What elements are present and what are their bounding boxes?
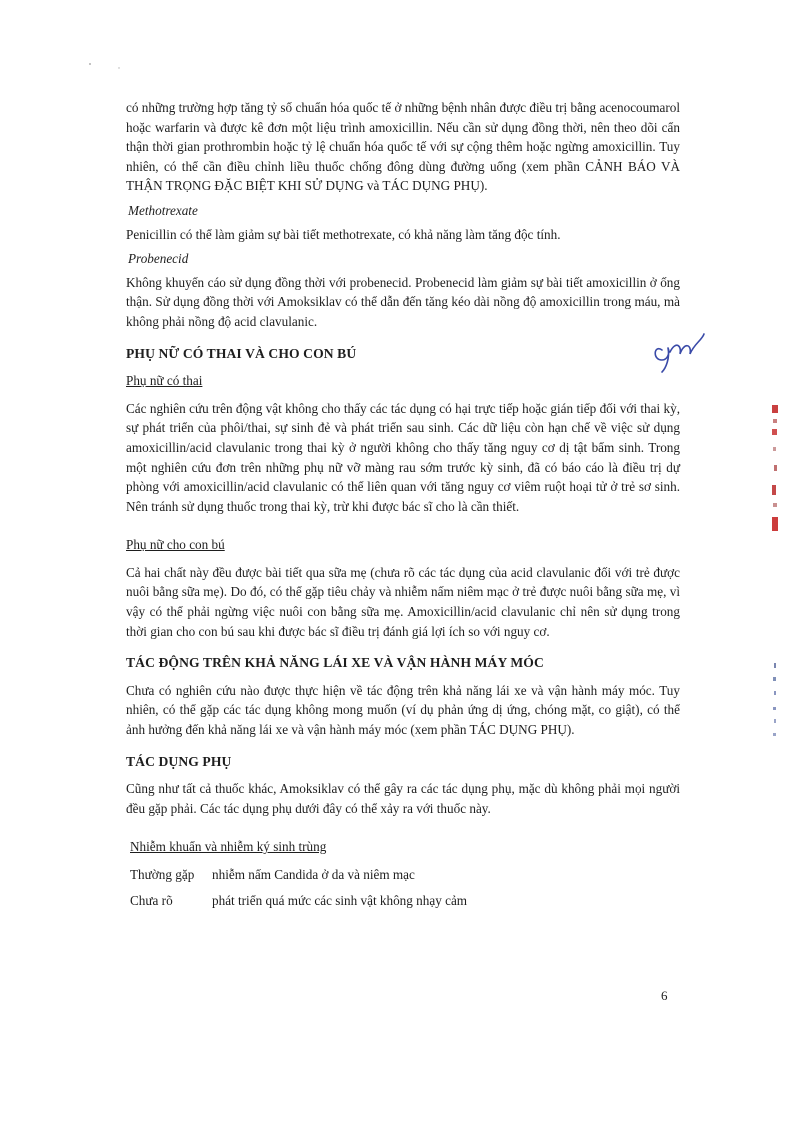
side-effects-category: Nhiễm khuẩn và nhiễm ký sinh trùng [130, 839, 327, 855]
driving-paragraph: Chưa có nghiên cứu nào được thực hiện về tác động trên khả năng lái xe và vận hành máy móc. Tuy nhiên, có thể gặp các tác dụng không mong muốn (ví dụ phản ứng dị ứng, chóng mặt, co giật), có thể ảnh hưởng đến khả năng lái xe và vận hành máy móc (xem phần TÁC DỤNG PHỤ). [126, 682, 680, 738]
handwritten-signature-icon [648, 330, 718, 374]
nursing-subheading: Phụ nữ cho con bú [126, 537, 225, 553]
side-effects-table [126, 865, 680, 910]
driving-heading: TÁC ĐỘNG TRÊN KHẢ NĂNG LÁI XE VÀ VẬN HÀNH MÁY MÓC [126, 655, 544, 671]
probenecid-subheading: Probenecid [128, 251, 189, 267]
frequency-cell: Chưa rõ [130, 892, 173, 908]
table-row [126, 891, 680, 911]
intro-paragraph: có những trường hợp tăng tỷ số chuẩn hóa quốc tế ở những bệnh nhân được điều trị bằng acenocoumarol hoặc warfarin và được kê đơn một liệu trình amoxicillin. Nếu cần sử dụng đồng thời, nên theo dõi cẩn thận thời gian prothrombin hoặc tỷ lệ chuẩn hóa quốc tế với sự cộng thêm hoặc ngừng amoxicillin. Tuy nhiên, có thể cần điều chỉnh liều thuốc chống đông dùng đường uống (xem phần CẢNH BÁO VÀ THẬN TRỌNG ĐẶC BIỆT KHI SỬ DỤNG và TÁC DỤNG PHỤ). [126, 100, 680, 194]
pregnancy-heading: PHỤ NỮ CÓ THAI VÀ CHO CON BÚ [126, 345, 357, 361]
page-number: 6 [661, 988, 668, 1003]
pregnant-subheading: Phụ nữ có thai [126, 373, 203, 389]
side-effects-paragraph: Cũng như tất cả thuốc khác, Amoksiklav có thể gây ra các tác dụng phụ, mặc dù không phải mọi người đều gặp phải. Các tác dụng phụ dưới đây có thể xảy ra với thuốc này. [126, 781, 680, 816]
effect-cell: nhiễm nấm Candida ở da và niêm mạc [212, 867, 415, 882]
nursing-paragraph: Cả hai chất này đều được bài tiết qua sữa mẹ (chưa rõ các tác dụng của acid clavulanic đối với trẻ được nuôi bằng sữa mẹ). Do đó, có thể gặp tiêu chảy và nhiễm nấm niêm mạc ở trẻ được nuôi bằng sữa mẹ, vì vậy có thể phải ngừng việc nuôi con bằng sữa mẹ. Amoxicillin/acid clavulanic chỉ nên sử dụng trong thời gian cho con bú sau khi được bác sĩ điều trị đánh giá lợi ích so với nguy cơ. [126, 564, 680, 639]
pregnant-paragraph: Các nghiên cứu trên động vật không cho thấy các tác dụng có hại trực tiếp hoặc gián tiếp đối với thai kỳ, sự phát triển của phôi/thai, sự sinh đẻ và phát triển sau sinh. Các dữ liệu còn hạn chế về việc sử dụng amoxicillin/acid clavulanic trong thai kỳ ở người không cho thấy tăng nguy cơ dị tật bẩm sinh. Trong một nghiên cứu đơn trên những phụ nữ vỡ màng rau sớm trước kỳ sinh, đã có báo cáo là điều trị dự phòng với amoxicillin/acid clavulanic có thể liên quan với tăng nguy cơ viêm ruột hoại tử ở trẻ sơ sinh. Nên tránh sử dụng thuốc trong thai kỳ, trừ khi được bác sĩ cho là cần thiết. [126, 400, 680, 514]
methotrexate-subheading: Methotrexate [128, 202, 198, 218]
document-body [126, 98, 680, 916]
frequency-cell: Thường gặp [130, 867, 195, 882]
scan-speck-icon [84, 58, 134, 78]
table-row [126, 865, 680, 885]
side-effects-heading: TÁC DỤNG PHỤ [126, 753, 232, 769]
probenecid-paragraph: Không khuyến cáo sử dụng đồng thời với probenecid. Probenecid làm giảm sự bài tiết amoxicillin ở ống thận. Sử dụng đồng thời với Amoksiklav có thể dẫn đến tăng kéo dài nồng độ amoxicillin trong máu, mà không phải nồng độ acid clavulanic. [126, 274, 680, 329]
methotrexate-paragraph: Penicillin có thể làm giảm sự bài tiết methotrexate, có khả năng làm tăng độc tính. [126, 226, 561, 242]
margin-stamp-marks-icon [760, 395, 790, 755]
effect-cell: phát triển quá mức các sinh vật không nhạy cảm [212, 892, 468, 908]
